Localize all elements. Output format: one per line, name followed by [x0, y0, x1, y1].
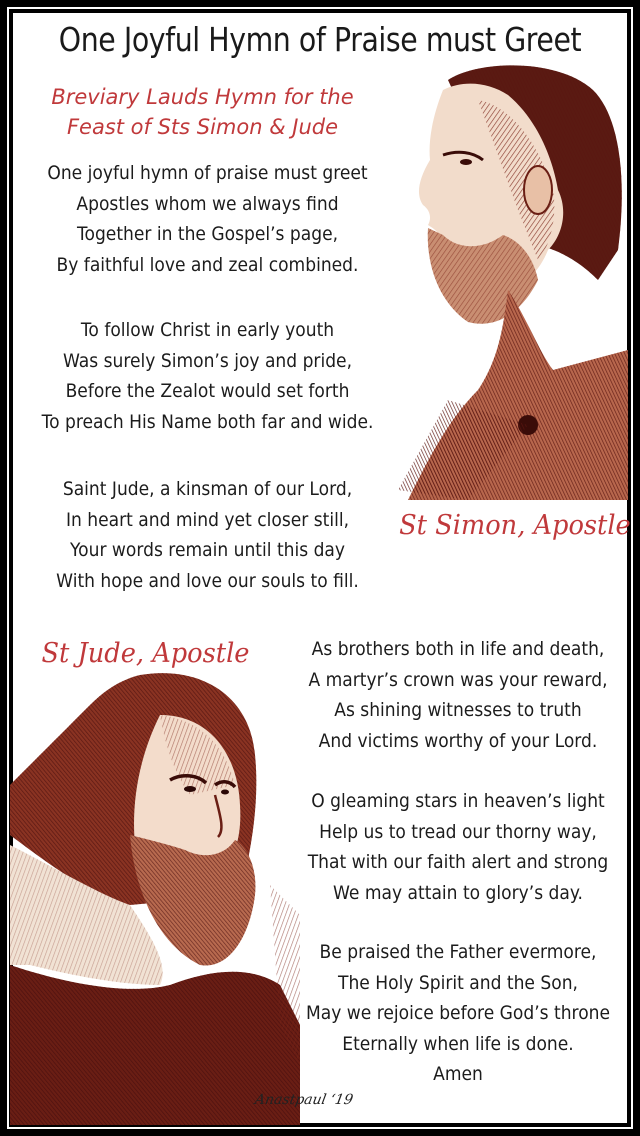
stanza-6-doxology: [282, 937, 634, 1090]
stanza-line: We may attain to glory’s day.: [332, 881, 584, 904]
stanza-line: And victims worthy of your Lord.: [318, 729, 598, 752]
stanza-line: To follow Christ in early youth: [80, 319, 335, 341]
stanza-line: Saint Jude, a kinsman of our Lord,: [62, 478, 353, 500]
stanza-line: O gleaming stars in heaven’s light: [311, 790, 605, 812]
subtitle: [0, 82, 405, 142]
stanza-line: Eternally when life is done.: [342, 1032, 574, 1055]
stanza-line: Together in the Gospel’s page,: [76, 223, 339, 245]
stanza-line: As brothers both in life and death,: [311, 638, 605, 660]
page-title: One Joyful Hymn of Praise must Greet: [58, 20, 582, 59]
stanza-line: Your words remain until this day: [69, 539, 346, 561]
st-simon-portrait: [388, 60, 628, 500]
stanza-line: Before the Zealot would set forth: [65, 380, 350, 402]
artist-signature: Anastpaul ‘19: [253, 1092, 355, 1108]
subtitle-line-1: Breviary Lauds Hymn for the: [51, 85, 354, 109]
amen: Amen: [433, 1063, 483, 1085]
stanza-line: May we rejoice before God’s throne: [305, 1002, 611, 1024]
caption-st-jude: St Jude, Apostle: [41, 638, 250, 669]
stanza-2: [0, 315, 415, 437]
stanza-line: By faithful love and zeal combined.: [56, 253, 359, 276]
caption-st-simon: St Simon, Apostle: [399, 510, 631, 541]
stanza-line: As shining witnesses to truth: [334, 699, 582, 721]
subtitle-line-2: Feast of Sts Simon & Jude: [66, 115, 339, 139]
st-jude-portrait: [10, 665, 300, 1125]
stanza-line: Was surely Simon’s joy and pride,: [62, 349, 353, 372]
stanza-line: With hope and love our souls to fill.: [56, 569, 359, 592]
stanza-line: To preach His Name both far and wide.: [41, 410, 374, 433]
stanza-line: One joyful hymn of praise must greet: [47, 162, 368, 184]
stanza-1: [0, 158, 415, 280]
stanza-5: [282, 786, 634, 908]
stanza-line: A martyr’s crown was your reward,: [308, 668, 608, 691]
stanza-line: In heart and mind yet closer still,: [65, 508, 350, 531]
stanza-line: The Holy Spirit and the Son,: [338, 971, 578, 994]
stanza-3: [0, 474, 415, 596]
stanza-line: Be praised the Father evermore,: [319, 941, 597, 963]
stanza-line: Apostles whom we always find: [76, 192, 339, 215]
stanza-line: Help us to tread our thorny way,: [319, 820, 597, 843]
stanza-4: [282, 634, 634, 756]
stanza-line: That with our faith alert and strong: [307, 851, 609, 873]
